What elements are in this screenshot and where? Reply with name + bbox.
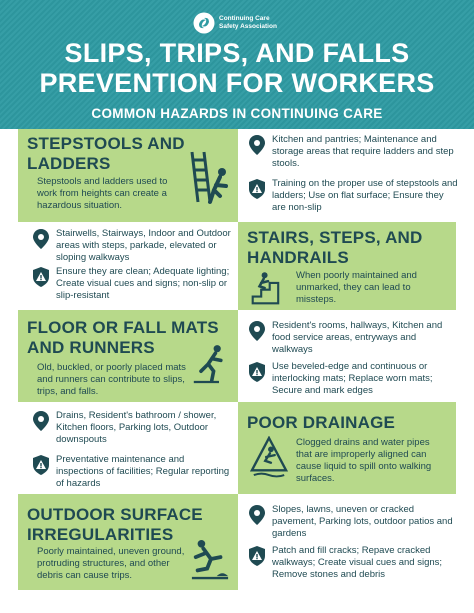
outdoor-title-line-1: OUTDOOR SURFACE	[27, 505, 203, 524]
title-line-2: PREVENTION FOR WORKERS	[39, 68, 435, 98]
stepstools-description: Stepstools and ladders used to work from heights can create a hazardous situation.	[37, 176, 168, 211]
stairs-controls-text: Ensure they are clean; Adequate lighting; Create visual cues and signs; non-slip or slip-resistant	[56, 266, 230, 301]
stairs-title-line-2: HANDRAILS	[247, 248, 349, 267]
outdoor-trip-icon	[190, 538, 230, 580]
mats-locations	[248, 320, 458, 356]
outdoor-locations-text: Slopes, lawns, uneven or cracked pavement, Parking lots, outdoor patios and gardens	[272, 504, 453, 539]
drainage-controls	[32, 454, 232, 490]
outdoor-description: Poorly maintained, uneven ground, protruding structures, and other debris can cause trips.	[37, 546, 185, 581]
title-line-1: SLIPS, TRIPS, AND FALLS	[64, 38, 410, 68]
stairs-locations-text: Stairwells, Stairways, Indoor and Outdoor areas with steps, parkade, elevated or sloping walkways	[56, 228, 231, 263]
stairs-controls	[32, 266, 232, 302]
stepstools-controls-text: Training on the proper use of stepstools and ladders; Use on flat surface; Ensure they are non-slip	[272, 178, 458, 213]
stairs-title-line-1: STAIRS, STEPS, AND	[247, 228, 423, 247]
mats-title-line-2: AND RUNNERS	[27, 338, 155, 357]
mat-trip-icon	[192, 344, 228, 384]
outdoor-locations	[248, 504, 458, 540]
drainage-title: POOR DRAINAGE	[247, 413, 396, 432]
mats-locations-text: Resident's rooms, hallways, Kitchen and food service areas, entryways and walkways	[272, 320, 443, 355]
stepstools-title-line-2: LADDERS	[27, 154, 111, 173]
stairs-locations	[32, 228, 232, 264]
stepstools-locations	[248, 134, 458, 170]
mats-title-line-1: FLOOR OR FALL MATS	[27, 318, 219, 337]
outdoor-title-line-2: IRREGULARITIES	[27, 525, 174, 544]
location-pin-icon	[248, 505, 266, 525]
location-pin-icon	[248, 321, 266, 341]
ccsa-logo-text	[219, 15, 277, 31]
warning-shield-icon	[248, 546, 266, 566]
location-pin-icon	[32, 411, 50, 431]
stairs-fall-icon	[251, 270, 285, 306]
page-title	[0, 38, 474, 98]
stepstools-title	[27, 134, 185, 174]
location-pin-icon	[32, 229, 50, 249]
stairs-description: When poorly maintained and unmarked, they can lead to missteps.	[296, 270, 417, 305]
drainage-controls-text: Preventative maintenance and inspections of facilities; Regular reporting of hazards	[56, 454, 230, 489]
header-banner	[0, 0, 474, 129]
drainage-locations-text: Drains, Resident's bathroom / shower, Kitchen floors, Parking lots, Outdoor downspouts	[56, 410, 217, 445]
warning-shield-icon	[248, 362, 266, 382]
ccsa-logo-mark	[193, 12, 215, 34]
mats-title	[27, 318, 219, 358]
mats-description: Old, buckled, or poorly placed mats and runners can contribute to slips, trips, and falls.	[37, 362, 186, 397]
logo-line-1: Continuing Care	[219, 15, 270, 22]
logo-line-2: Safety Association	[219, 23, 277, 30]
ccsa-logo	[193, 12, 277, 34]
stepstools-title-line-1: STEPSTOOLS AND	[27, 134, 185, 153]
warning-shield-icon	[32, 455, 50, 475]
warning-shield-icon	[248, 179, 266, 199]
page-subtitle: COMMON HAZARDS IN CONTINUING CARE	[91, 106, 383, 121]
drainage-description: Clogged drains and water pipes that are improperly aligned can cause liquid to spill onto walking surfaces.	[296, 437, 432, 484]
stepstools-controls	[248, 178, 458, 214]
outdoor-title	[27, 505, 203, 545]
mats-controls-text: Use beveled-edge and continuous or interlocking mats; Replace worn mats; Secure and mark edges	[272, 361, 433, 396]
outdoor-controls	[248, 545, 458, 581]
ladder-fall-icon	[186, 150, 230, 206]
stairs-title	[247, 228, 423, 268]
mats-controls	[248, 361, 458, 397]
drainage-locations	[32, 410, 232, 446]
wet-floor-slip-icon	[250, 436, 288, 478]
stepstools-locations-text: Kitchen and pantries; Maintenance and storage areas that require ladders and step stools.	[272, 134, 454, 169]
location-pin-icon	[248, 135, 266, 155]
outdoor-controls-text: Patch and fill cracks; Repave cracked walkways; Create visual cues and signs; Remove stones and debris	[272, 545, 443, 580]
warning-shield-icon	[32, 267, 50, 287]
